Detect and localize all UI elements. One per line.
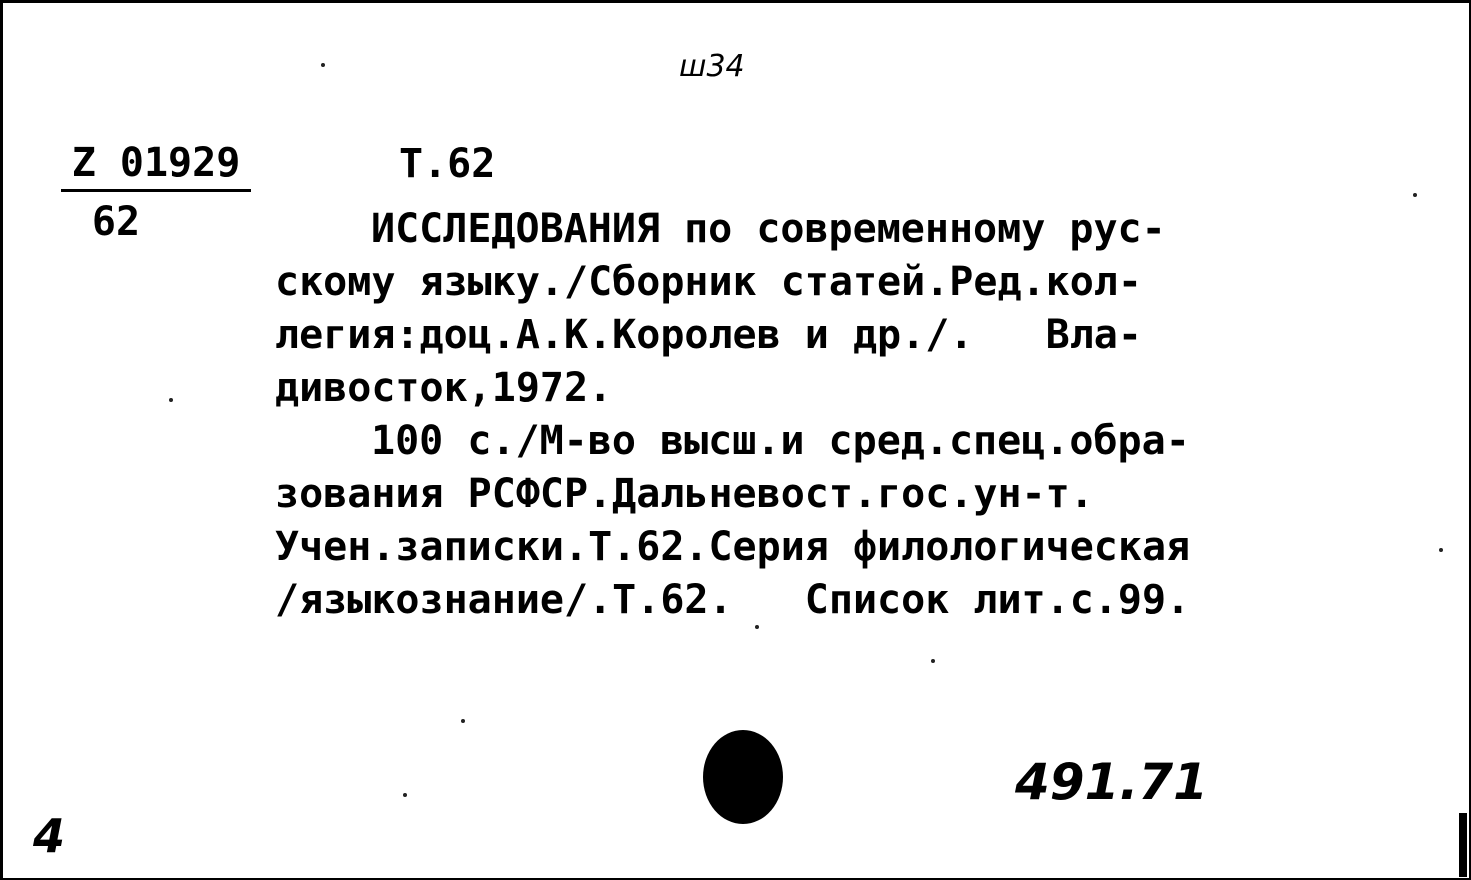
speck — [1439, 548, 1443, 552]
punch-hole — [703, 730, 783, 824]
shelf-mark-bottom: 62 — [91, 199, 141, 245]
speck — [461, 719, 465, 723]
entry-line: 100 с./М-во высш.и сред.спец.обра- — [371, 418, 1190, 464]
entry-line: /языкознание/.Т.62. Список лит.с.99. — [275, 577, 1191, 623]
entry-line: легия:доц.А.К.Королев и др./. Вла- — [275, 312, 1142, 358]
entry-line: зования РСФСР.Дальневост.гос.ун-т. — [275, 471, 1094, 517]
speck — [403, 793, 407, 797]
entry-line: дивосток,1972. — [275, 365, 613, 411]
speck — [1413, 193, 1417, 197]
speck — [755, 625, 759, 629]
handwritten-note: ш34 — [679, 49, 745, 84]
entry-line: скому языку./Сборник статей.Ред.кол- — [275, 259, 1142, 305]
speck — [321, 63, 325, 67]
speck — [169, 398, 173, 402]
shelf-mark — [61, 140, 251, 245]
handwritten-call-number: 491.71 — [1015, 753, 1208, 811]
bibliographic-entry — [275, 203, 1365, 627]
entry-line: Учен.записки.Т.62.Серия филологическая — [275, 524, 1191, 570]
shelf-mark-top: Z 01929 — [61, 143, 251, 192]
edge-mark — [1459, 813, 1467, 877]
handwritten-corner-mark: 4 — [33, 809, 66, 863]
speck — [931, 659, 935, 663]
entry-line: ИССЛЕДОВАНИЯ по современному рус- — [371, 206, 1166, 252]
volume-number: Т.62 — [399, 141, 496, 187]
